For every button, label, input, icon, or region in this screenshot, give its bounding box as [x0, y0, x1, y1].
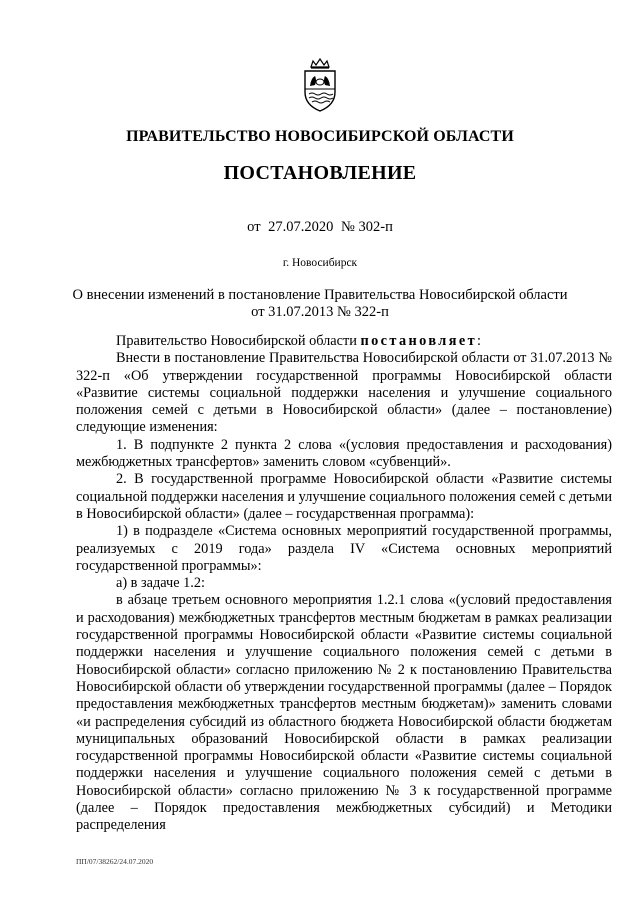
intro-verb: постановляет [360, 333, 478, 349]
intro-colon: : [477, 333, 482, 349]
date-prefix: от [247, 219, 261, 235]
document-body [76, 333, 612, 835]
document-date-line [0, 219, 640, 236]
organization-title: ПРАВИТЕЛЬСТВО НОВОСИБИРСКОЙ ОБЛАСТИ [126, 128, 514, 145]
document-city: г. Новосибирск [282, 257, 358, 269]
document-type: ПОСТАНОВЛЕНИЕ [223, 162, 417, 184]
body-paragraph: 1. В подпункте 2 пункта 2 слова «(условия предоставления и расходования) межбюджетных трансфертов» заменить словом «субвенций». [76, 436, 612, 471]
body-paragraph: 1) в подразделе «Система основных мероприятий государственной программы, реализуемых с 2019 года» раздела IV «Система основных мероприятий государственной программы»: [76, 523, 612, 574]
document-date: 27.07.2020 [268, 219, 334, 235]
subject-line-2: от 31.07.2013 № 322-п [251, 304, 389, 320]
intro-paragraph [76, 333, 612, 350]
footer-code: ПП/07/38262/24.07.2020 [76, 857, 154, 866]
document-number: № 302-п [341, 219, 393, 235]
body-paragraph: в абзаце третьем основного мероприятия 1.2.1 слова «(условий предоставления и расходования) межбюджетных трансфертов местным бюджетам в рамках реализации государственной программы Новосибирской области «Развитие системы социальной поддержки населения и улучшение социального положения семей с детьми в Новосибирской области» согласно приложению № 2 к постановлению Правительства Новосибирской области об утверждении государственной программы (далее – Порядок предоставления межбюджетных трансфертов местным бюджетам)» заменить словами «и распределения субсидий из областного бюджета Новосибирской области бюджетам муниципальных образований Новосибирской области в рамках реализации государственной программы Новосибирской области «Развитие системы социальной поддержки населения и улучшение социального положения семей с детьми в Новосибирской области» согласно приложению № 3 к государственной программе (далее – Порядок предоставления межбюджетных субсидий) и Методики распределения [76, 592, 612, 834]
document-subject [70, 287, 570, 321]
body-paragraph: 2. В государственной программе Новосибирской области «Развитие системы социальной поддержки населения и улучшение социального положения семей с детьми в Новосибирской области» (далее – государственная программа): [76, 471, 612, 522]
novosibirsk-coat-of-arms-icon [298, 58, 342, 114]
body-paragraph: а) в задаче 1.2: [116, 575, 205, 592]
subject-line-1: О внесении изменений в постановление Правительства Новосибирской области [72, 287, 568, 303]
body-paragraph: Внести в постановление Правительства Новосибирской области от 31.07.2013 № 322-п «Об утверждении государственной программы Новосибирской области «Развитие системы социальной поддержки населения и улучшение социального положения семей с детьми в Новосибирской области» (далее – постановление) следующие изменения: [76, 350, 612, 436]
intro-text: Правительство Новосибирской области [116, 333, 357, 349]
